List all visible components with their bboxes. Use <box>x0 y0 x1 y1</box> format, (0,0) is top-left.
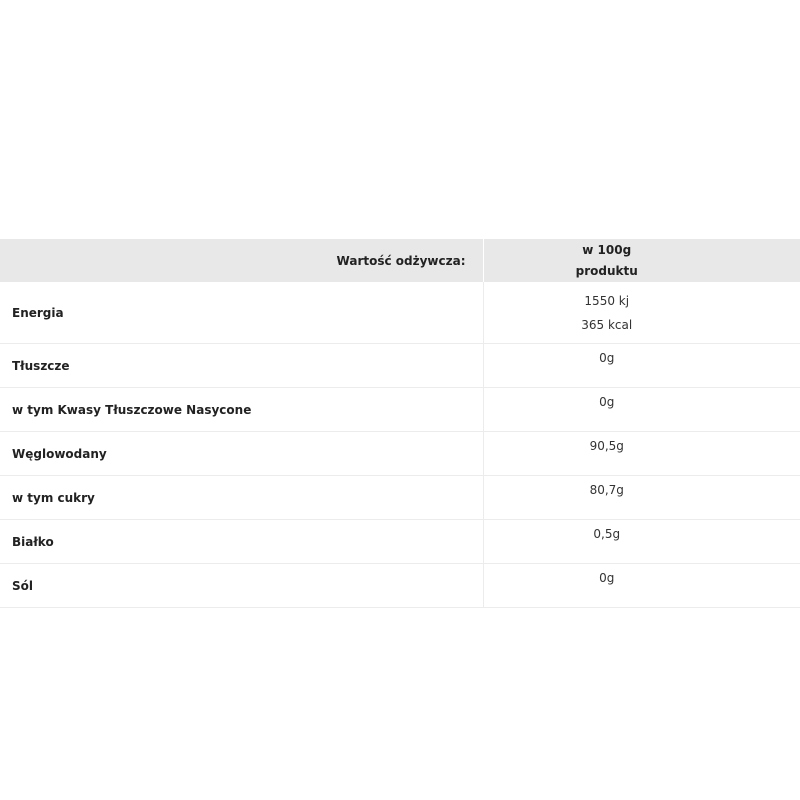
row-value-energy <box>483 282 800 344</box>
table-row-energy <box>0 282 800 344</box>
table-row <box>0 476 800 520</box>
table-row <box>0 344 800 388</box>
row-label: w tym Kwasy Tłuszczowe Nasycone <box>0 388 483 432</box>
header-per-100g <box>483 239 800 282</box>
row-value: 0g <box>483 564 800 608</box>
row-label: w tym cukry <box>0 476 483 520</box>
row-label: Białko <box>0 520 483 564</box>
header-nutrition-value: Wartość odżywcza: <box>0 239 483 282</box>
header-per-100g-line2: produktu <box>575 263 638 278</box>
table-row <box>0 388 800 432</box>
row-value: 0g <box>483 388 800 432</box>
table-header-row <box>0 239 800 282</box>
row-label: Tłuszcze <box>0 344 483 388</box>
row-value: 0,5g <box>483 520 800 564</box>
energy-kcal-value: 365 kcal <box>581 318 633 332</box>
row-label: Węglowodany <box>0 432 483 476</box>
row-label: Sól <box>0 564 483 608</box>
energy-kj-value: 1550 kj <box>584 294 630 308</box>
row-value: 90,5g <box>483 432 800 476</box>
row-label-energy: Energia <box>0 282 483 344</box>
header-per-100g-line1: w 100g <box>582 242 632 257</box>
table-row <box>0 564 800 608</box>
table-row <box>0 432 800 476</box>
nutrition-table <box>0 239 800 608</box>
row-value: 80,7g <box>483 476 800 520</box>
row-value: 0g <box>483 344 800 388</box>
table-row <box>0 520 800 564</box>
